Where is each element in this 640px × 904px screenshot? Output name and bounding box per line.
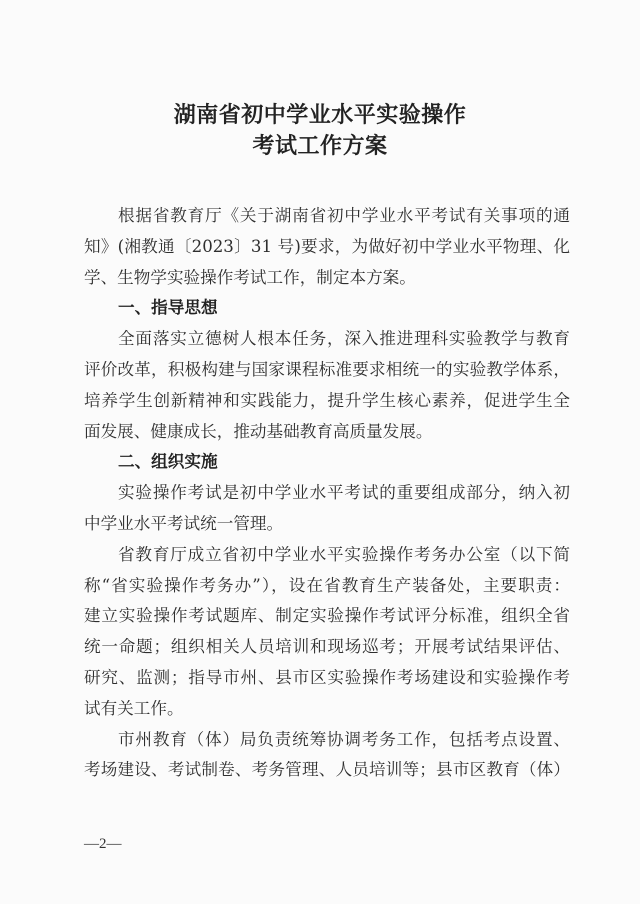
section-heading: 二、组织实施: [118, 452, 218, 472]
text-line: 培养学生创新精神和实践能力，提升学生核心素养，促进学生全: [84, 390, 570, 410]
text-line: 学、生物学实验操作考试工作，制定本方案。: [84, 267, 416, 287]
text-line: 中学业水平考试统一管理。: [84, 513, 284, 533]
text-line: 根据省教育厅《关于湖南省初中学业水平考试有关事项的通: [118, 206, 570, 225]
text-line: 全面落实立德树人根本任务，深入推进理科实验教学与教育: [118, 329, 570, 349]
paragraph: [84, 540, 570, 725]
paragraph: [84, 725, 570, 787]
document-title-line-1: 湖南省初中学业水平实验操作: [173, 102, 467, 128]
text-line: 建立实验操作考试题库、制定实验操作考试评分标准，组织全省: [84, 606, 570, 626]
paragraph: [84, 478, 570, 540]
text-line: 称“省实验操作考务办”），设在省教育生产装备处，主要职责：: [84, 575, 570, 595]
section-organization: [84, 447, 570, 786]
text-line: 试有关工作。: [84, 698, 184, 718]
text-line: 评价改革，积极构建与国家课程标准要求相统一的实验教学体系，: [84, 359, 570, 379]
text-line: 省教育厅成立省初中学业水平实验操作考务办公室（以下简: [118, 544, 570, 564]
section-guiding-ideology: [84, 293, 570, 447]
text-line: 考场建设、考试制卷、考务管理、人员培训等；县市区教育（体）: [84, 760, 570, 780]
paragraph: [84, 324, 570, 447]
text-line: 知》(湘教通〔2023〕31 号)要求，为做好初中学业水平物理、化: [84, 236, 570, 256]
section-heading: 一、指导思想: [118, 298, 218, 318]
text-line: 实验操作考试是初中学业水平考试的重要组成部分，纳入初: [118, 483, 570, 503]
intro-paragraph: [84, 201, 570, 293]
text-line: 研究、监测；指导市州、县市区实验操作考场建设和实验操作考: [84, 667, 570, 687]
document-body: [84, 201, 570, 786]
page-number: —2—: [84, 836, 122, 852]
text-line: 统一命题；组织相关人员培训和现场巡考；开展考试结果评估、: [84, 637, 570, 657]
text-line: 市州教育（体）局负责统筹协调考务工作，包括考点设置、: [118, 729, 570, 749]
text-line: 面发展、健康成长，推动基础教育高质量发展。: [84, 421, 433, 441]
document-title-line-2: 考试工作方案: [252, 133, 388, 159]
